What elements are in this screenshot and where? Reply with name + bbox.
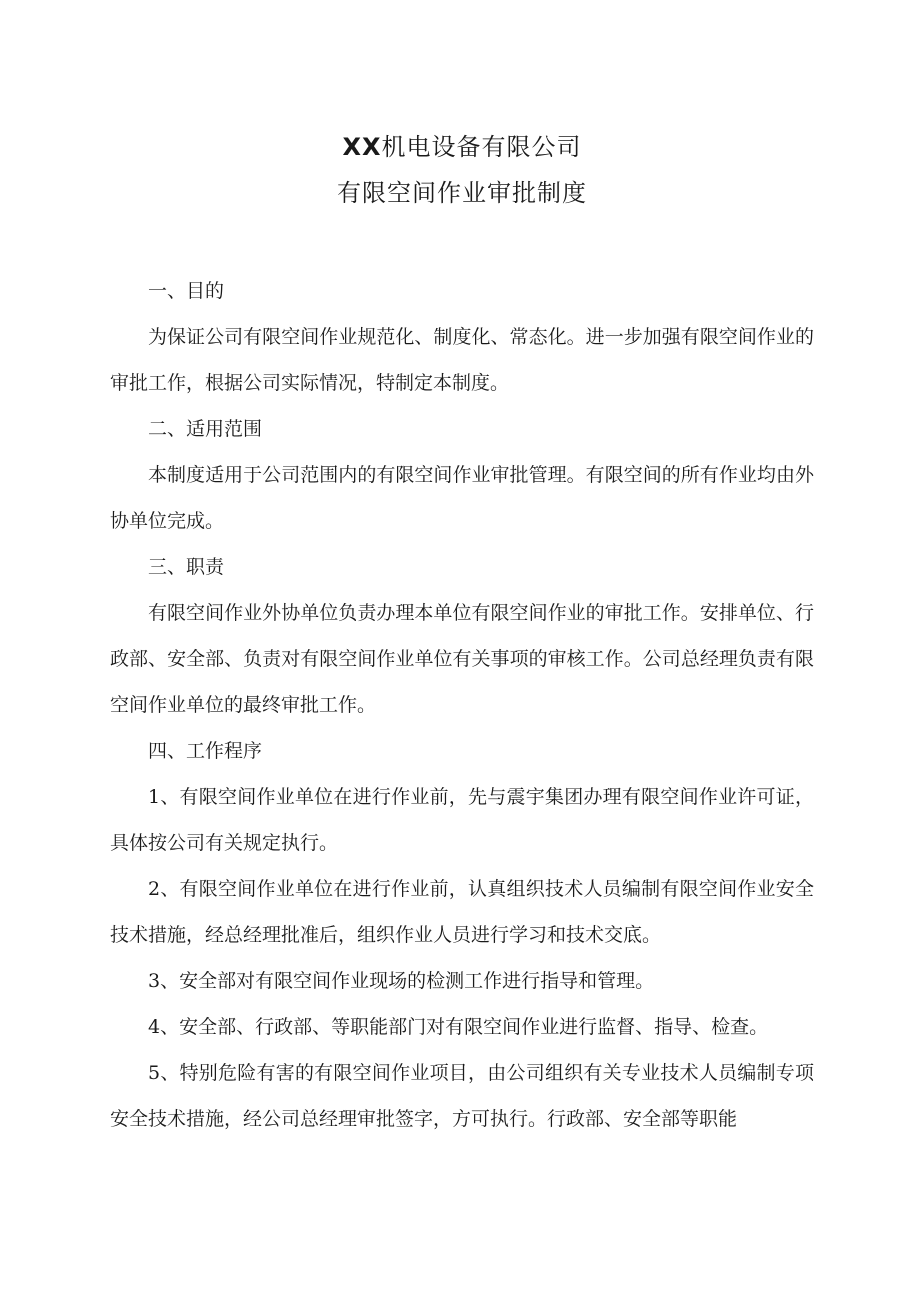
document-title: 有限空间作业审批制度 <box>337 179 587 207</box>
section-heading-scope: 二、适用范围 <box>148 418 263 440</box>
paragraph-duties: 有限空间作业外协单位负责办理本单位有限空间作业的审批工作。安排单位、行政部、安全部、负责对有限空间作业单位有关事项的审核工作。公司总经理负责有限空间作业单位的最终审批工作。 <box>110 602 814 716</box>
paragraph-scope: 本制度适用于公司范围内的有限空间作业审批管理。有限空间的所有作业均由外协单位完成。 <box>110 464 814 532</box>
section-heading-duties: 三、职责 <box>148 556 225 578</box>
paragraph-purpose: 为保证公司有限空间作业规范化、制度化、常态化。进一步加强有限空间作业的审批工作，根据公司实际情况，特制定本制度。 <box>110 326 814 394</box>
company-name: 机电设备有限公司 <box>381 133 582 161</box>
company-prefix: XX <box>342 133 382 161</box>
procedure-item-4: 4、安全部、行政部、等职能部门对有限空间作业进行监督、指导、检查。 <box>148 1016 769 1038</box>
section-heading-purpose: 一、目的 <box>148 280 225 302</box>
title-block <box>110 124 814 216</box>
document-body <box>110 268 814 1142</box>
procedure-item-3: 3、安全部对有限空间作业现场的检测工作进行指导和管理。 <box>148 970 655 992</box>
procedure-item-2: 2、有限空间作业单位在进行作业前，认真组织技术人员编制有限空间作业安全技术措施，经总经理批准后，组织作业人员进行学习和技术交底。 <box>110 878 814 946</box>
company-title <box>110 124 814 170</box>
procedure-item-5: 5、特别危险有害的有限空间作业项目，由公司组织有关专业技术人员编制专项安全技术措施，经公司总经理审批签字，方可执行。行政部、安全部等职能 <box>110 1062 814 1130</box>
section-heading-procedure: 四、工作程序 <box>148 740 263 762</box>
procedure-item-1: 1、有限空间作业单位在进行作业前，先与震宇集团办理有限空间作业许可证，具体按公司有关规定执行。 <box>110 786 814 854</box>
